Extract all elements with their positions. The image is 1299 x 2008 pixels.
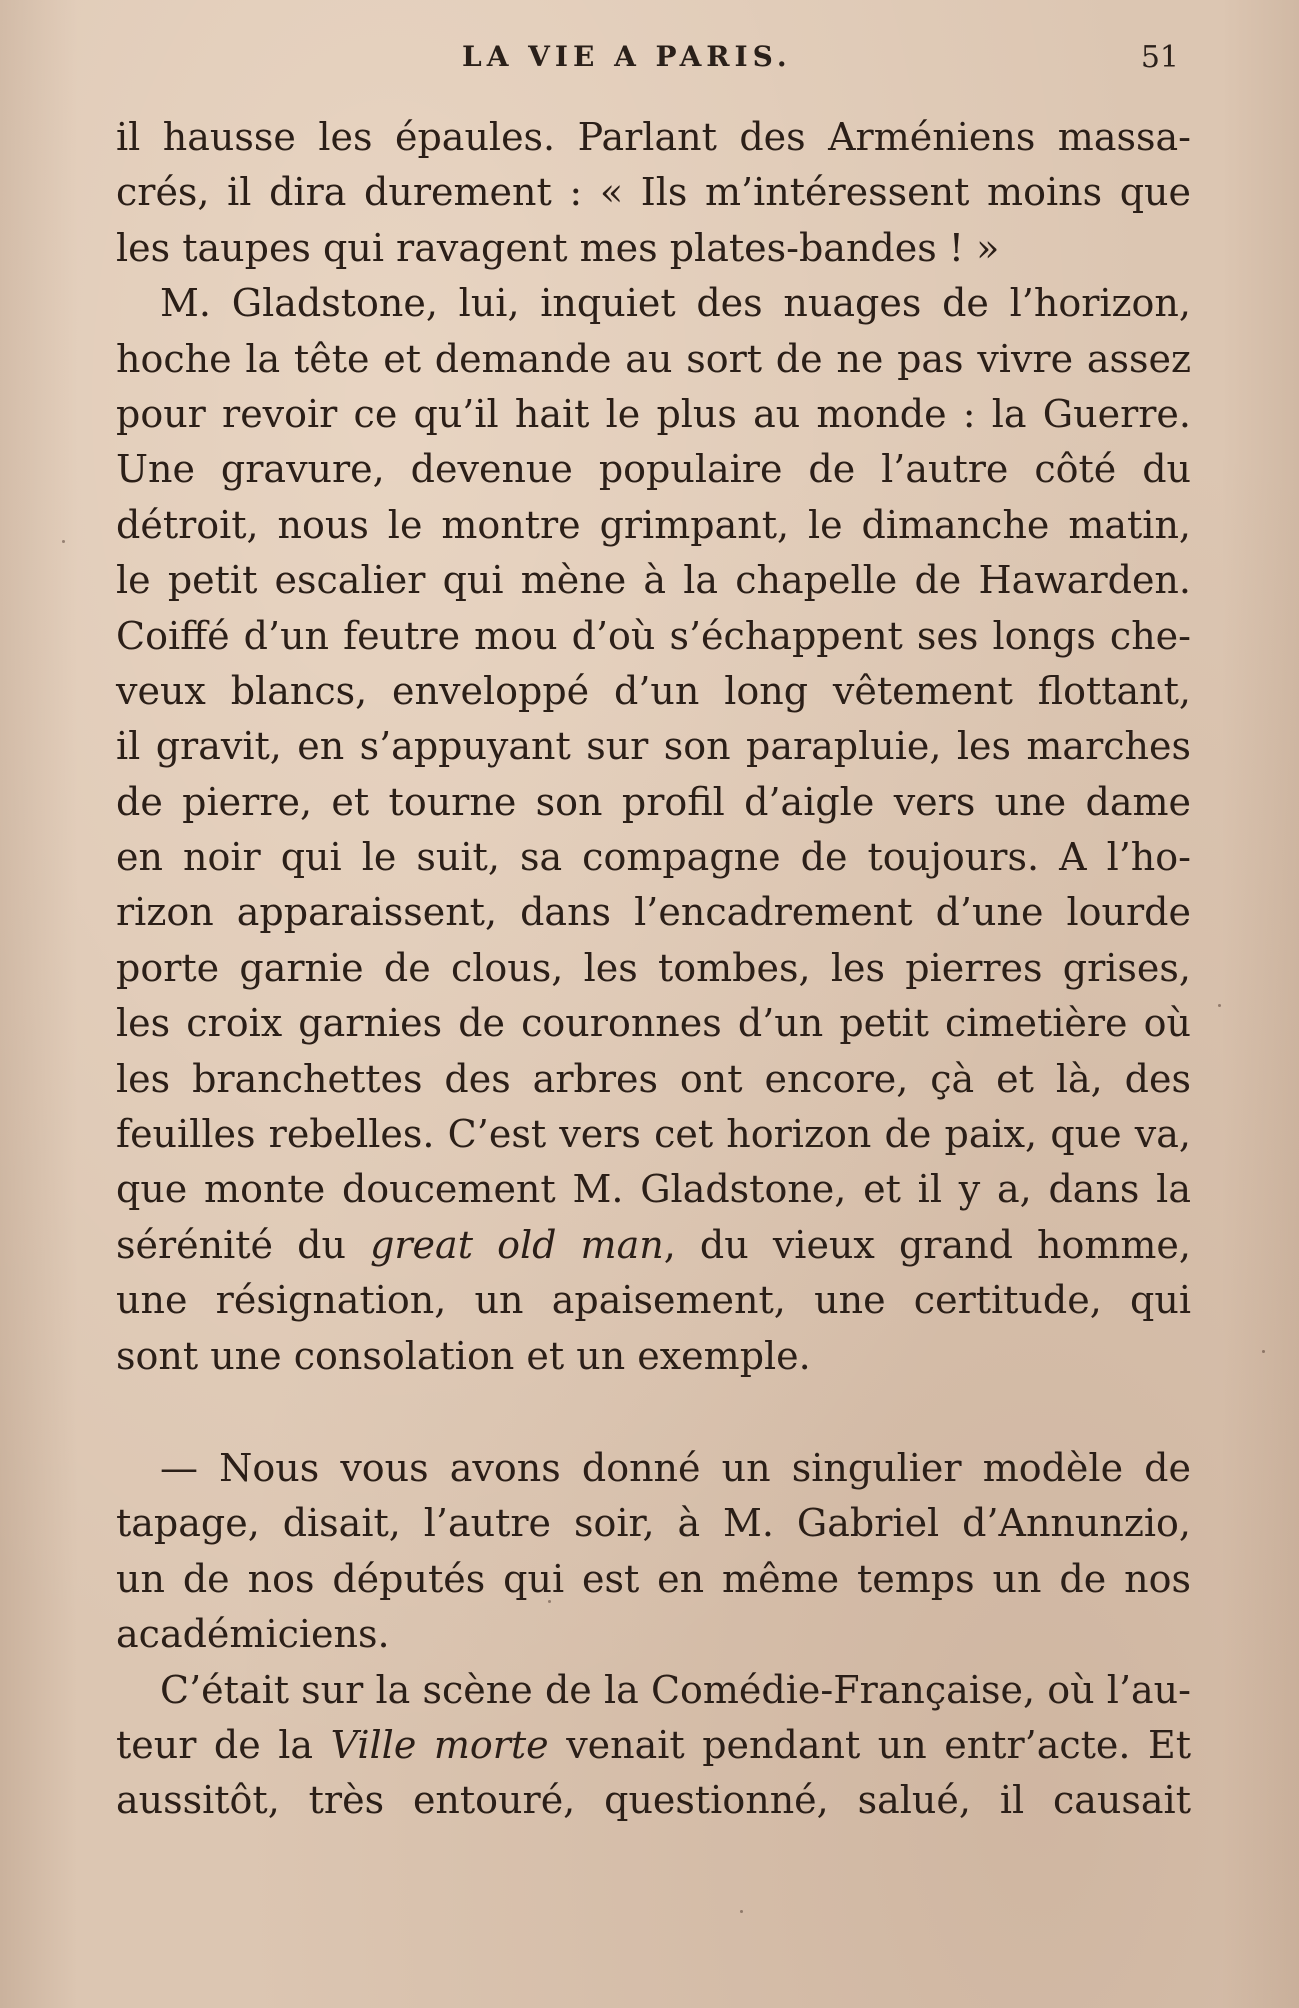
text-line: de pierre, et tourne son profil d’aigle vers une dame <box>116 779 1191 824</box>
italic-phrase: great old man <box>370 1222 664 1267</box>
paper-speck <box>62 540 65 543</box>
text-line: aussitôt, très entouré, questionné, salué, il causait <box>116 1778 1191 1823</box>
paragraph-first-line: — Nous vous avons donné un singulier modèle de <box>160 1445 1191 1490</box>
text-segment: sérénité du <box>116 1222 371 1267</box>
text-segment: venait pendant un entr’acte. Et <box>548 1722 1192 1767</box>
paragraph-first-line: M. Gladstone, lui, inquiet des nuages de l’horizon, <box>160 281 1191 326</box>
italic-phrase: Ville morte <box>330 1722 549 1767</box>
running-title: LA VIE A PARIS. <box>462 40 792 73</box>
text-line: porte garnie de clous, les tombes, les pierres grises, <box>116 945 1191 990</box>
paragraph-last-line: académiciens. <box>116 1612 390 1657</box>
paragraph-last-line: sont une consolation et un exemple. <box>116 1333 811 1378</box>
paper-speck <box>1218 1004 1221 1007</box>
text-line: hoche la tête et demande au sort de ne pas vivre assez <box>116 336 1191 381</box>
body-text <box>116 110 1191 1829</box>
text-line: crés, il dira durement : « Ils m’intéressent moins que <box>116 170 1191 215</box>
text-segment: teur de la <box>116 1722 331 1767</box>
page-number: 51 <box>1140 40 1179 75</box>
paper-speck <box>740 1910 743 1913</box>
text-line: que monte doucement M. Gladstone, et il y a, dans la <box>116 1167 1191 1212</box>
text-line: les taupes qui ravagent mes plates-bandes ! » <box>116 225 1000 270</box>
text-line: en noir qui le suit, sa compagne de toujours. A l’ho- <box>116 835 1191 880</box>
running-head <box>0 40 1299 80</box>
text-line: pour revoir ce qu’il hait le plus au monde : la Guerre. <box>116 391 1191 436</box>
paper-speck <box>1262 1350 1265 1353</box>
text-line: Coiffé d’un feutre mou d’où s’échappent ses longs che- <box>116 613 1191 658</box>
text-line: rizon apparaissent, dans l’encadrement d’une lourde <box>116 890 1191 935</box>
text-line-with-italic <box>116 1218 1191 1273</box>
text-segment: , du vieux grand homme, <box>663 1222 1191 1267</box>
text-line: veux blancs, enveloppé d’un long vêtement flottant, <box>116 668 1191 713</box>
text-line: il hausse les épaules. Parlant des Arméniens massa- <box>116 115 1191 159</box>
section-break <box>116 1384 1191 1441</box>
text-line: il gravit, en s’appuyant sur son parapluie, les marches <box>116 724 1191 769</box>
text-line: le petit escalier qui mène à la chapelle de Hawarden. <box>116 558 1191 603</box>
text-line: tapage, disait, l’autre soir, à M. Gabriel d’Annunzio, <box>116 1501 1191 1546</box>
paper-speck <box>548 1600 551 1603</box>
text-line: Une gravure, devenue populaire de l’autre côté du <box>116 447 1191 492</box>
text-line: un de nos députés qui est en même temps un de nos <box>116 1556 1191 1601</box>
paragraph-first-line: C’était sur la scène de la Comédie-Française, où l’au- <box>160 1667 1191 1712</box>
text-line: les croix garnies de couronnes d’un petit cimetière où <box>116 1001 1191 1046</box>
text-line-with-italic <box>116 1718 1191 1773</box>
text-line: une résignation, un apaisement, une certitude, qui <box>116 1278 1191 1323</box>
text-line: feuilles rebelles. C’est vers cet horizon de paix, que va, <box>116 1112 1191 1157</box>
text-line: détroit, nous le montre grimpant, le dimanche matin, <box>116 502 1191 547</box>
text-line: les branchettes des arbres ont encore, çà et là, des <box>116 1056 1191 1101</box>
